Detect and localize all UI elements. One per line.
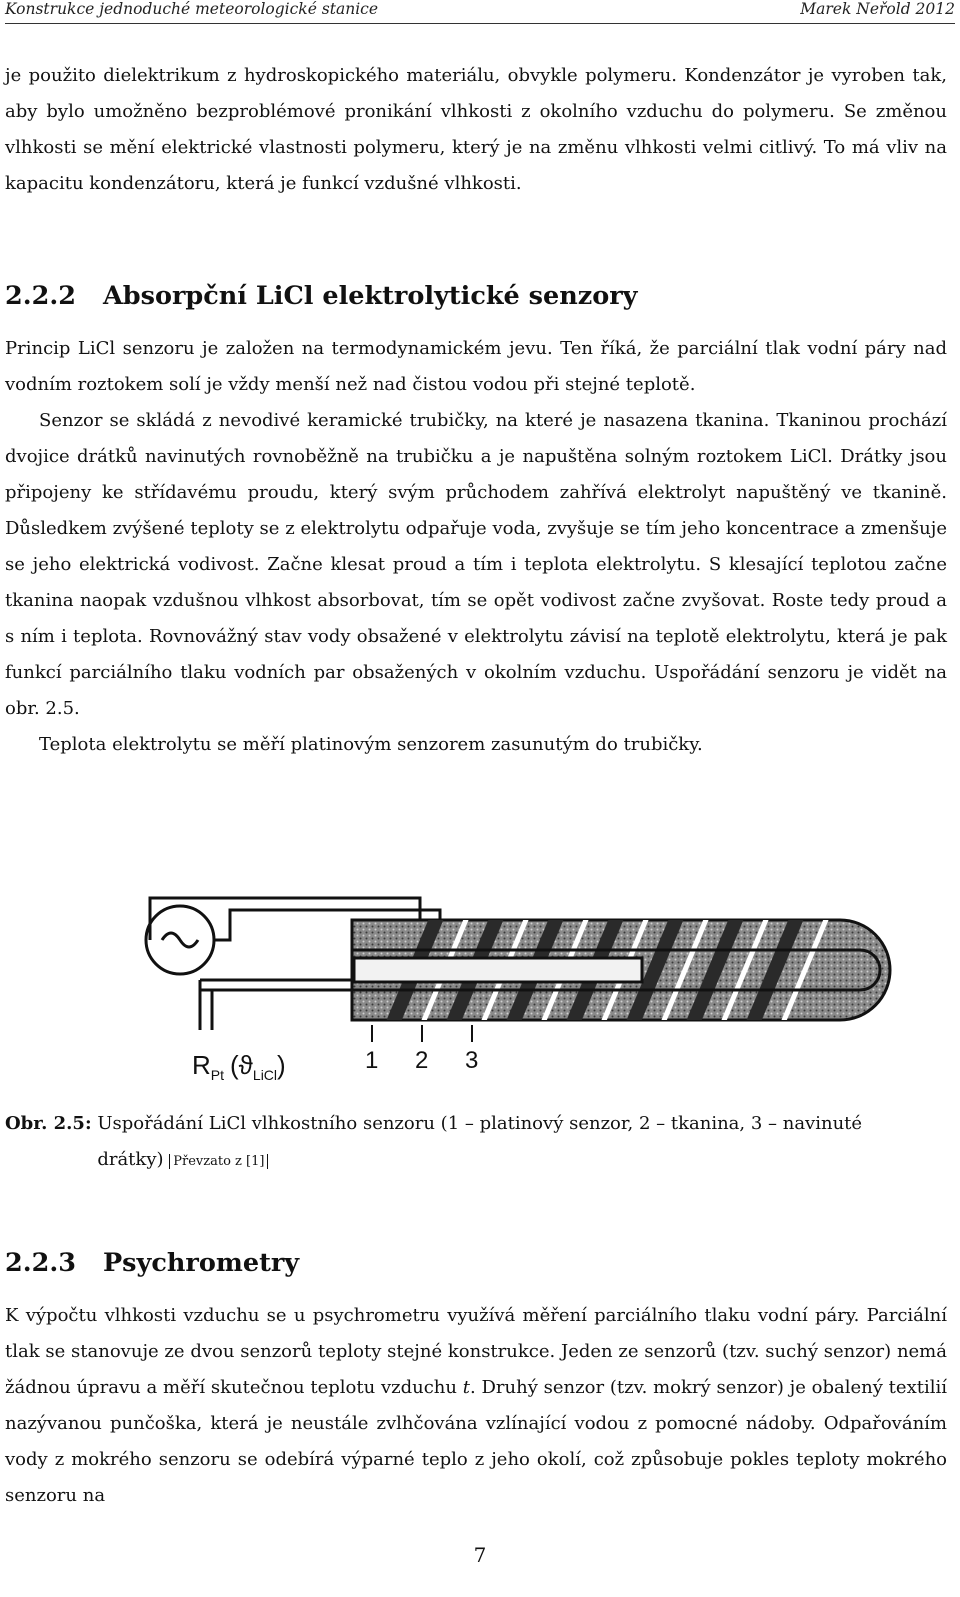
paragraph-psychrometry: K výpočtu vlhkosti vzduchu se u psychrometru využívá měření parciálního tlaku vodní páry. Parciální tlak se stanovuje ze dvou senzorů teploty stejné konstrukce. Jeden ze senzorů (tzv. suchý senzor) nemá žádnou úpravu a měří skutečnou teplotu vzduchu t. Druhý senzor (tzv. mokrý senzor) je obalený textilií nazývanou punčoška, která je neustále zvlhčována vzlínající vodou z pomocné nádoby. Odpařováním vody z mokrého senzoru se odebírá výparné teplo z jeho okolí, což způsobuje pokles teploty mokrého senzoru na <box>5 1305 947 1506</box>
section-psychrometry-body <box>5 1298 947 1514</box>
section-heading-licl <box>5 281 638 311</box>
page-number: 7 <box>473 1543 487 1567</box>
variable-t: t <box>462 1377 470 1398</box>
ceramic-tube <box>352 910 890 1030</box>
ac-source <box>146 906 214 974</box>
platinum-sensor <box>354 958 642 982</box>
paragraph-licl-principle: Princip LiCl senzoru je založen na termodynamickém jevu. Ten říká, že parciální tlak vodní páry nad vodním roztokem solí je vždy menší než nad čistou vodou při stejné teplotě. <box>5 338 947 395</box>
section-number: 2.2.3 <box>5 1248 76 1278</box>
licl-sensor-figure <box>140 880 940 1080</box>
section-heading-psychrometry <box>5 1248 299 1278</box>
section-title: Absorpční LiCl elektrolytické senzory <box>103 281 638 311</box>
section-licl-body <box>5 331 947 763</box>
figure-source: Převzato z [1] <box>169 1154 268 1169</box>
section-number: 2.2.2 <box>5 281 76 311</box>
intro-block <box>5 58 947 202</box>
leader-lines <box>372 1025 472 1042</box>
section-title: Psychrometry <box>103 1248 300 1278</box>
figure-label-2: 2 <box>415 1047 429 1074</box>
figure-label-3: 3 <box>465 1047 479 1074</box>
pt-sensor-leads <box>200 980 354 1030</box>
paragraph-licl-temperature: Teplota elektrolytu se měří platinovým senzorem zasunutým do trubičky. <box>39 734 703 755</box>
figure-label-1: 1 <box>365 1047 379 1074</box>
paragraph-licl-construction: Senzor se skládá z nevodivé keramické trubičky, na které je nasazena tkanina. Tkaninou prochází dvojice drátků navinutých rovnoběžně na trubičku a je napuštěna solným roztokem LiCl. Drátky jsou připojeny ke střídavému proudu, který svým průchodem zahřívá elektrolyt napuštěný ve tkanině. Důsledkem zvýšené teploty se z elektrolytu odpařuje voda, zvyšuje se tím jeho koncentrace a zmenšuje se jeho elektrická vodivost. Začne klesat proud a tím i teplota elektrolytu. S klesající teplotou začne tkanina naopak vzdušnou vlhkost absorbovat, tím se opět vodivost začne zvyšovat. Roste tedy proud a s ním i teplota. Rovnovážný stav vody obsažené v elektrolytu závisí na teplotě elektrolytu, která je pak funkcí parciálního tlaku vodních par obsažených v okolním vzduchu. Uspořádání senzoru je vidět na obr. 2.5. <box>5 410 947 719</box>
figure-caption-text: Uspořádání LiCl vlhkostního senzoru (1 – platinový senzor, 2 – tkanina, 3 – navinuté drátky) <box>97 1113 863 1170</box>
figure-caption <box>5 1106 947 1180</box>
header-title: Konstrukce jednoduché meteorologické stanice <box>5 0 379 18</box>
figure-caption-label: Obr. 2.5: <box>5 1113 92 1134</box>
rpt-symbol: $R_{Pt}$ $(ϑ_{LiCl})$ <box>192 1050 286 1080</box>
paragraph-capacitor: je použito dielektrikum z hydroskopického materiálu, obvykle polymeru. Kondenzátor je vyroben tak, aby bylo umožněno bezproblémové pronikání vlhkosti z okolního vzduchu do polymeru. Se změnou vlhkosti se mění elektrické vlastnosti polymeru, který je na změnu vlhkosti velmi citlivý. To má vliv na kapacitu kondenzátoru, která je funkcí vzdušné vlhkosti. <box>5 65 947 194</box>
header-rule <box>5 23 955 24</box>
running-header <box>5 0 955 24</box>
header-author: Marek Neřold 2012 <box>800 0 955 18</box>
